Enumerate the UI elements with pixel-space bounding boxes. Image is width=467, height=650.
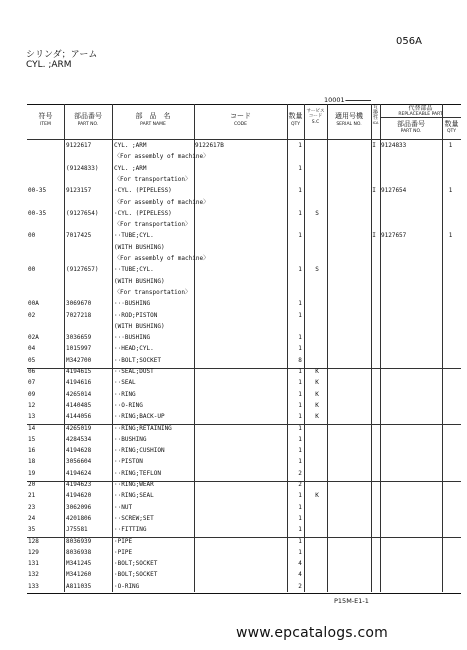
row-group-divider xyxy=(27,424,461,425)
row-quantity: 1 xyxy=(298,164,302,172)
row-part-name: ·BOLT;SOCKET xyxy=(114,560,158,568)
row-part-number: 3062096 xyxy=(66,503,92,511)
row-quantity: 1 xyxy=(298,413,302,421)
row-part-number: M341245 xyxy=(66,560,92,568)
row-item-code: 23 xyxy=(28,503,36,511)
row-part-name: ··BOLT;SOCKET xyxy=(114,356,161,364)
row-quantity: 1 xyxy=(298,209,302,217)
row-quantity: 1 xyxy=(298,424,302,432)
row-part-name: ··RING;CUSHION xyxy=(114,447,165,455)
page-code: 056A xyxy=(396,36,422,47)
footer-code: P15M-E1-1 xyxy=(334,597,369,605)
row-part-name: 〈For transportation〉 xyxy=(114,221,192,229)
row-part-name: (WITH BUSHING) xyxy=(114,243,165,251)
row-part-number: (9124833) xyxy=(66,164,99,172)
row-item-code: 21 xyxy=(28,492,36,500)
row-service-code: K xyxy=(315,368,319,375)
row-item-code: 05 xyxy=(28,356,36,364)
row-quantity: 1 xyxy=(298,548,302,556)
row-interchangeability: I xyxy=(372,232,376,240)
row-part-number: 1015997 xyxy=(66,345,92,353)
row-part-number: A811035 xyxy=(66,582,92,590)
row-part-name: ···BUSHING xyxy=(114,300,151,308)
row-part-number: 4194620 xyxy=(66,492,92,500)
row-part-number: J75581 xyxy=(66,526,88,534)
row-item-code: 00 xyxy=(28,232,36,240)
row-quantity: 1 xyxy=(298,368,302,375)
row-quantity: 4 xyxy=(298,560,302,568)
header-serial-no: 適用号機 SERIAL NO. xyxy=(335,112,363,127)
row-part-name: ·PIPE xyxy=(114,548,133,556)
row-item-code: 06 xyxy=(28,368,36,375)
row-replaceable-quantity: 1 xyxy=(448,187,453,195)
row-item-code: 02 xyxy=(28,311,36,319)
row-quantity: 4 xyxy=(298,571,302,579)
row-item-code: 02A xyxy=(28,334,39,342)
row-part-name: ··NUT xyxy=(114,503,133,511)
row-part-name: ··RING;SEAL xyxy=(114,492,154,500)
row-item-code: 133 xyxy=(28,582,39,590)
row-part-number: 4140485 xyxy=(66,401,92,409)
row-item-code: 15 xyxy=(28,435,36,443)
col-divider xyxy=(371,104,372,592)
row-part-name: ··SEAL;DUST xyxy=(114,368,154,375)
row-quantity: 1 xyxy=(298,379,302,387)
row-part-name: ··HEAD;CYL. xyxy=(114,345,154,353)
row-quantity: 1 xyxy=(298,503,302,511)
row-part-number: (9127654) xyxy=(66,209,99,217)
row-item-code: 132 xyxy=(28,571,39,579)
row-part-number: 4194616 xyxy=(66,379,92,387)
row-item-code: 129 xyxy=(28,548,39,556)
row-quantity: 1 xyxy=(298,492,302,500)
row-quantity: 1 xyxy=(298,334,302,342)
row-part-number: (9127657) xyxy=(66,266,99,274)
row-quantity: 8 xyxy=(298,356,302,364)
row-quantity: 1 xyxy=(298,142,302,149)
row-item-code: 00-35 xyxy=(28,187,47,195)
header-ica: 互換性 ICA xyxy=(372,105,379,125)
row-part-name: (WITH BUSHING) xyxy=(114,277,165,285)
row-part-name: ·PIPE xyxy=(114,537,133,545)
row-replaceable-part-number: 9127657 xyxy=(381,232,407,240)
row-quantity: 1 xyxy=(298,311,302,319)
row-part-number: 3036659 xyxy=(66,334,92,342)
row-quantity: 1 xyxy=(298,537,302,545)
row-service-code: K xyxy=(315,492,319,500)
row-item-code: 14 xyxy=(28,424,36,432)
row-item-code: 04 xyxy=(28,345,36,353)
row-quantity: 2 xyxy=(298,582,302,590)
row-part-number: 9122617 xyxy=(66,142,92,149)
row-part-name: ··TUBE;CYL. xyxy=(114,266,154,274)
row-part-name: ·O-RING xyxy=(114,582,140,590)
row-item-code: 128 xyxy=(28,537,39,545)
header-replaceable-qty: 数量 QTY xyxy=(444,120,459,134)
header-replaceable-part-no: 部品番号 PART NO. xyxy=(397,120,425,134)
header-replaceable-part: 代替部品 REPLACEABLE PART xyxy=(398,105,443,117)
row-part-name: ·CYL. (PIPELESS) xyxy=(114,187,172,195)
serial-range: 10001- xyxy=(324,96,348,104)
row-group-divider xyxy=(27,368,461,369)
row-item-code: 09 xyxy=(28,390,36,398)
row-item-code: 00A xyxy=(28,300,39,308)
row-item-code: 131 xyxy=(28,560,39,568)
row-replaceable-quantity: 1 xyxy=(448,232,453,240)
row-group-divider xyxy=(27,537,461,538)
row-part-name: CYL. ;ARM xyxy=(114,164,147,172)
row-service-code: S xyxy=(315,209,319,217)
row-quantity: 1 xyxy=(298,390,302,398)
row-group-divider xyxy=(27,481,461,482)
row-part-number: M342700 xyxy=(66,356,92,364)
row-interchangeability: I xyxy=(372,187,376,195)
row-quantity: 1 xyxy=(298,300,302,308)
row-part-name: ··BUSHING xyxy=(114,435,147,443)
row-part-name: 〈For assembly of machine〉 xyxy=(114,255,210,262)
row-part-number: 9123157 xyxy=(66,187,92,195)
row-part-number: 4265014 xyxy=(66,390,92,398)
row-quantity: 1 xyxy=(298,401,302,409)
row-quantity: 1 xyxy=(298,345,302,353)
row-quantity: 1 xyxy=(298,514,302,522)
row-quantity: 2 xyxy=(298,481,302,488)
row-part-name: CYL. ;ARM xyxy=(114,142,147,149)
row-part-number: 4265019 xyxy=(66,424,92,432)
row-item-code: 35 xyxy=(28,526,36,534)
row-item-code: 13 xyxy=(28,413,36,421)
row-quantity: 1 xyxy=(298,266,302,274)
row-service-code: K xyxy=(315,413,319,421)
row-part-name: ··RING;WEAR xyxy=(114,481,154,488)
row-part-number: 7017425 xyxy=(66,232,92,240)
row-part-name: ··RING;RETAINING xyxy=(114,424,172,432)
row-item-code: 16 xyxy=(28,447,36,455)
row-part-name: (WITH BUSHING) xyxy=(114,322,165,330)
row-part-number: 4284534 xyxy=(66,435,92,443)
row-part-name: ·CYL. (PIPELESS) xyxy=(114,209,172,217)
row-part-name: ··RING;TEFLON xyxy=(114,469,161,477)
watermark: www.epcatalogs.com xyxy=(236,625,388,641)
row-part-number: 8036938 xyxy=(66,548,92,556)
row-item-code: 07 xyxy=(28,379,36,387)
row-part-name: 〈For assembly of machine〉 xyxy=(114,198,210,206)
row-part-number: 4144056 xyxy=(66,413,92,421)
parts-table-frame xyxy=(27,104,461,594)
header-part-name: 部 品 名 PART NAME xyxy=(135,112,171,127)
row-service-code: S xyxy=(315,266,319,274)
row-part-number: 4201806 xyxy=(66,514,92,522)
row-service-code: K xyxy=(315,379,319,387)
row-quantity: 1 xyxy=(298,435,302,443)
row-part-name: ··TUBE;CYL. xyxy=(114,232,154,240)
header-part-no: 部品番号 PART NO. xyxy=(74,112,102,127)
col-divider xyxy=(442,104,443,592)
row-part-number: 4194615 xyxy=(66,368,92,375)
row-part-name: 〈For transportation〉 xyxy=(114,288,192,296)
row-service-code: K xyxy=(315,390,319,398)
row-quantity: 1 xyxy=(298,526,302,534)
row-part-number: 4194628 xyxy=(66,447,92,455)
row-item-code: 20 xyxy=(28,481,36,488)
row-item-code: 18 xyxy=(28,458,36,466)
row-quantity: 1 xyxy=(298,187,302,195)
row-part-name: ··PISTON xyxy=(114,458,143,466)
header-code: コード CODE xyxy=(230,112,251,127)
row-part-name: ···BUSHING xyxy=(114,334,151,342)
header-qty: 数量 QTY xyxy=(288,112,303,127)
row-part-number: 4194623 xyxy=(66,481,92,488)
row-part-name: ··FITTING xyxy=(114,526,147,534)
row-part-name: ··O-RING xyxy=(114,401,143,409)
row-item-code: 00 xyxy=(28,266,36,274)
row-interchangeability: I xyxy=(372,142,376,149)
row-part-number: 7027218 xyxy=(66,311,92,319)
header-service-code: サービス コード S.C xyxy=(306,109,325,125)
row-part-name: 〈For transportation〉 xyxy=(114,175,192,183)
col-divider xyxy=(327,104,328,592)
row-code: 9122617B xyxy=(195,142,224,149)
row-quantity: 1 xyxy=(298,458,302,466)
serial-range-line xyxy=(346,100,371,101)
col-divider xyxy=(112,104,113,592)
header-item: 符号 ITEM xyxy=(38,112,53,127)
row-part-number: 8036939 xyxy=(66,537,92,545)
row-part-number: M341260 xyxy=(66,571,92,579)
row-replaceable-part-number: 9127654 xyxy=(381,187,407,195)
row-item-code: 12 xyxy=(28,401,36,409)
row-part-number: 4194624 xyxy=(66,469,92,477)
row-part-name: ··SEAL xyxy=(114,379,136,387)
row-part-name: ··RING xyxy=(114,390,136,398)
row-item-code: 00-35 xyxy=(28,209,47,217)
row-quantity: 1 xyxy=(298,232,302,240)
row-item-code: 19 xyxy=(28,469,36,477)
row-part-name: 〈For assembly of machine〉 xyxy=(114,153,210,161)
row-replaceable-part-number: 9124833 xyxy=(381,142,407,149)
col-divider xyxy=(380,104,381,592)
row-quantity: 1 xyxy=(298,447,302,455)
row-quantity: 2 xyxy=(298,469,302,477)
row-part-name: ··SCREW;SET xyxy=(114,514,154,522)
col-divider xyxy=(64,104,65,592)
title-english: CYL. ;ARM xyxy=(26,60,72,70)
row-replaceable-quantity: 1 xyxy=(448,142,453,149)
row-part-number: 3056604 xyxy=(66,458,92,466)
row-service-code: K xyxy=(315,401,319,409)
row-part-name: ··RING;BACK-UP xyxy=(114,413,165,421)
header-divider xyxy=(27,139,461,140)
row-part-name: ·BOLT;SOCKET xyxy=(114,571,158,579)
row-part-number: 3069670 xyxy=(66,300,92,308)
row-item-code: 24 xyxy=(28,514,36,522)
row-part-name: ··ROD;PISTON xyxy=(114,311,158,319)
col-divider xyxy=(194,104,195,592)
title-japanese: シリンダ；アーム xyxy=(26,50,98,60)
